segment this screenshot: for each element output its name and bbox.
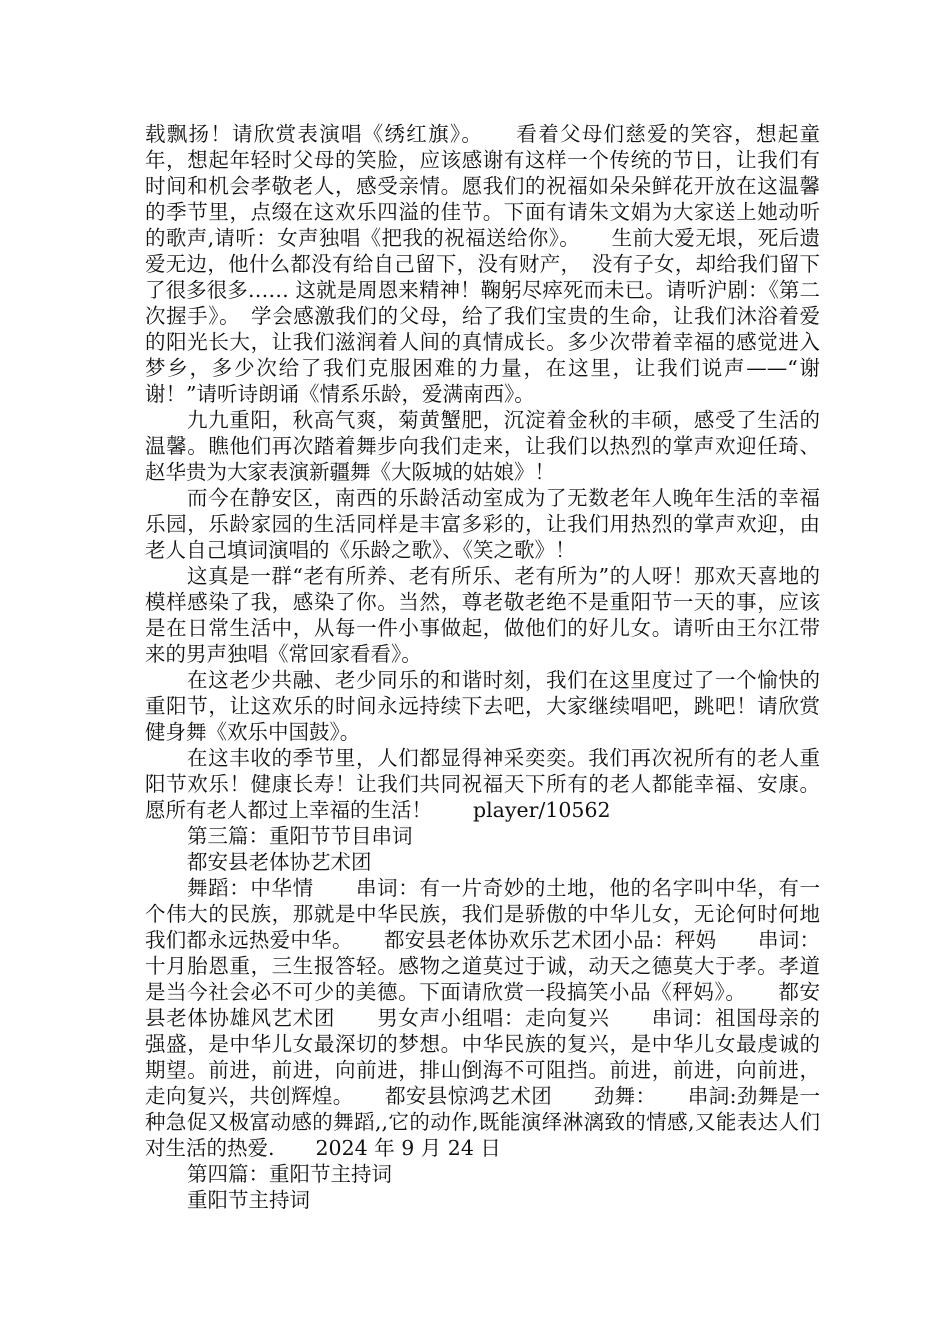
paragraph-closing: 在这丰收的季节里，人们都显得神采奕奕。我们再次祝所有的老人重阳节欢乐！健康长寿！让我们共同祝福天下所有的老人都能幸福、安康。愿所有老人都过上幸福的生活！ player/10562 (145, 746, 820, 822)
section-4-title: 第四篇：重阳节主持词 (187, 1162, 392, 1186)
paragraph-leling-song: 而今在静安区，南西的乐龄活动室成为了无数老年人晚年生活的幸福乐园，乐龄家园的生活同样是丰富多彩的，让我们用热烈的掌声欢迎，由老人自己填词演唱的《乐龄之歌》、《笑之歌》！ (145, 486, 820, 562)
section-4-subtitle: 重阳节主持词 (187, 1188, 310, 1212)
section-3-body: 舞蹈：中华情 串词：有一片奇妙的土地，他的名字叫中华，有一个伟大的民族，那就是中华民族，我们是骄傲的中华儿女，无论何时何地我们都永远热爱中华。 都安县老体协欢乐艺术团小品：秤妈 串词：十月胎恩重，三生报答轻。感物之道莫过于诚，动天之德莫大于孝。孝道是当今社会必不可少的美德。下面请欣赏一段搞笑小品《秤妈》。 都安县老体协雄风艺术团 男女声小组唱：走向复兴 串词：祖国母亲的强盛，是中华儿女最深切的梦想。中华民族的复兴，是中华儿女最虔诚的期望。前进，前进，向前进，排山倒海不可阻挡。前进，前进，向前进，走向复兴，共创辉煌。 都安县惊鸿艺术团 劲舞： 串詞:劲舞是一种急促又极富动感的舞蹈,,它的动作,既能演绎淋漓致的情感,又能表达人们对生活的热爱. 2024 年 9 月 24 日 (145, 876, 820, 1160)
document-page (145, 121, 820, 1213)
section-3-title: 第三篇：重阳节节目串词 (187, 824, 413, 848)
section-3-org: 都安县老体协艺术团 (187, 850, 372, 874)
paragraph-come-home: 这真是一群“老有所养、老有所乐、老有所为”的人呀！那欢天喜地的模样感染了我，感染了你。当然，尊老敬老绝不是重阳节一天的事，应该是在日常生活中，从每一件小事做起，做他们的好儿女。请听由王尔江带来的男声独唱《常回家看看》。 (145, 564, 820, 666)
paragraph-xinjiang-dance: 九九重阳，秋高气爽，菊黄蟹肥，沉淀着金秋的丰硕，感受了生活的温馨。瞧他们再次踏着舞步向我们走来，让我们以热烈的掌声欢迎任琦、赵华贵为大家表演新疆舞《大阪城的姑娘》！ (145, 408, 820, 484)
paragraph-intro: 载飘扬！请欣赏表演唱《绣红旗》。 看着父母们慈爱的笑容，想起童年，想起年轻时父母的笑脸，应该感谢有这样一个传统的节日，让我们有时间和机会孝敬老人，感受亲情。愿我们的祝福如朵朵鲜花开放在这温馨的季节里，点缀在这欢乐四溢的佳节。下面有请朱文娟为大家送上她动听的歌声,请听：女声独唱《把我的祝福送给你》。 生前大爱无垠，死后遗爱无边，他什么都没有给自己留下，没有财产， 没有子女，却给我们留下了很多很多…… 这就是周恩来精神！鞠躬尽瘁死而未已。请听沪剧：《第二次握手》。 学会感激我们的父母，给了我们宝贵的生命，让我们沐浴着爱的阳光长大，让我们滋润着人间的真情成长。多少次带着幸福的感觉进入梦乡，多少次给了我们克服困难的力量，在这里，让我们说声——“谢谢！”请听诗朗诵《情系乐龄，爱满南西》。 (145, 122, 820, 406)
paragraph-drum-dance: 在这老少共融、老少同乐的和谐时刻，我们在这里度过了一个愉快的重阳节，让这欢乐的时间永远持续下去吧，大家继续唱吧，跳吧！请欣赏健身舞《欢乐中国鼓》。 (145, 668, 820, 744)
